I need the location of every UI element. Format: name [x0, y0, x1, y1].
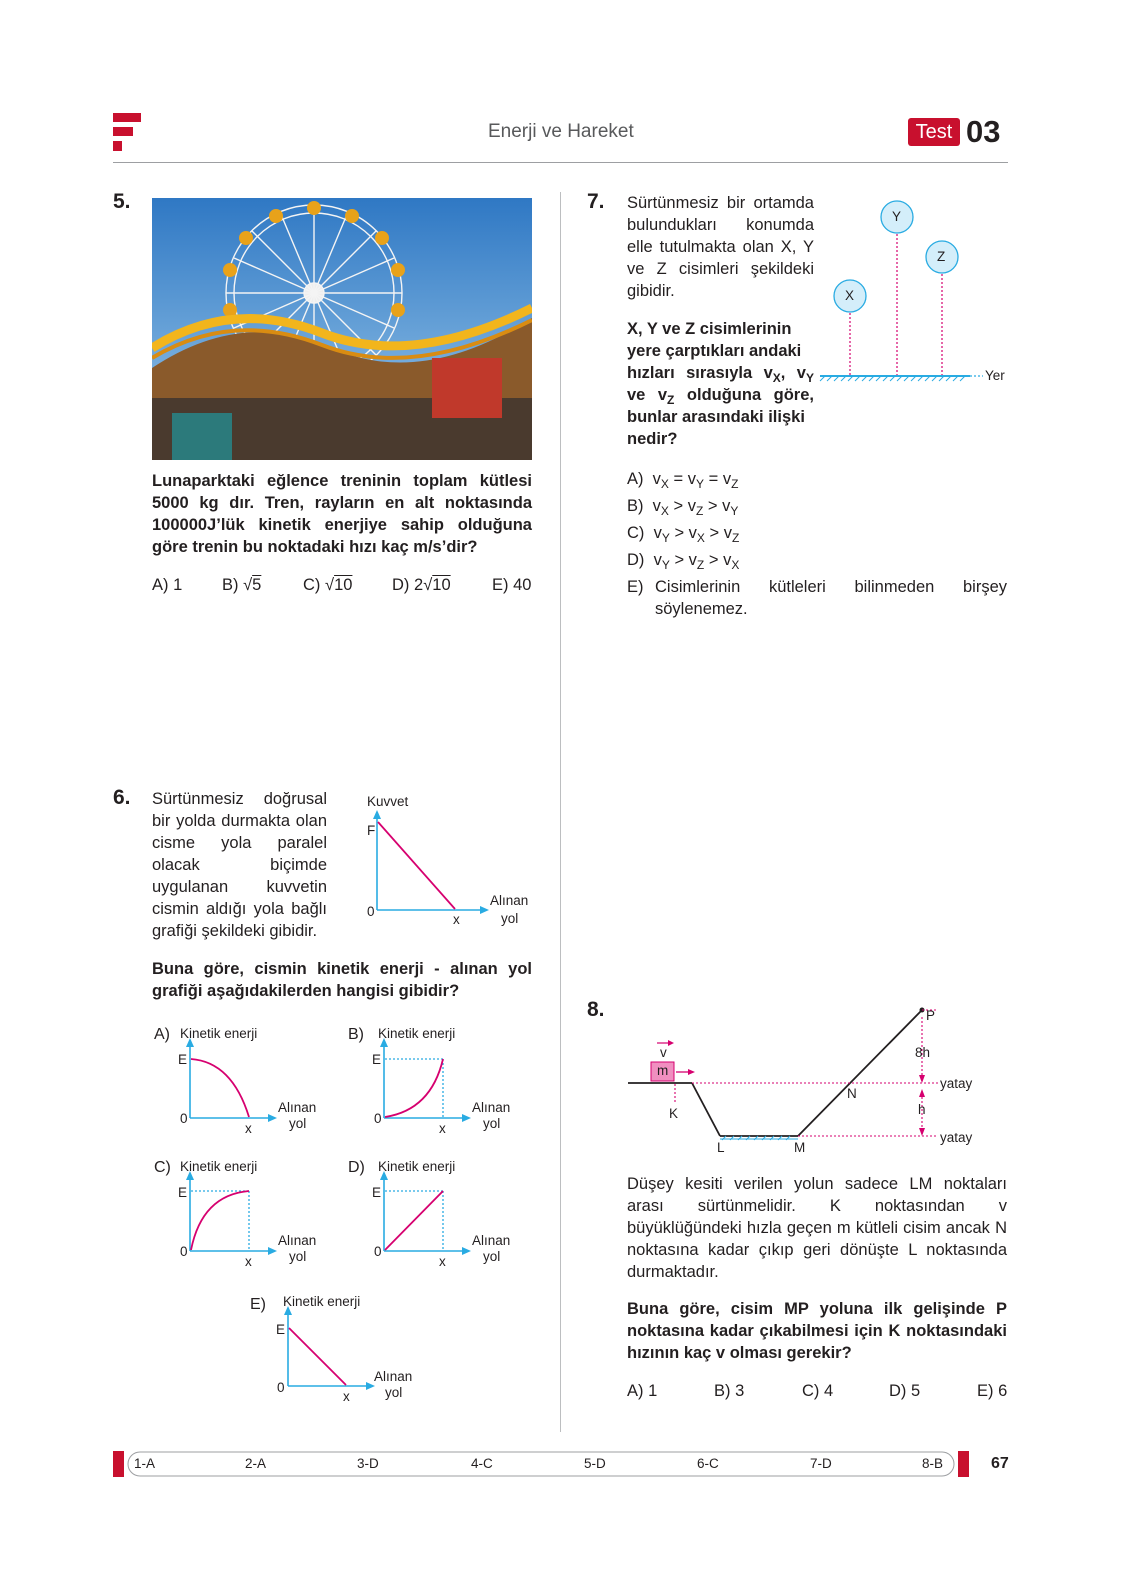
q6-option-a[interactable]: A) Kinetik enerji E 0 x Alınan yol: [152, 1022, 322, 1137]
graph-x-axis-label-1: Alınan: [490, 893, 529, 908]
answer-key-item: 4-C: [471, 1456, 493, 1471]
object-x-label: X: [845, 288, 855, 303]
object-z-label: Z: [937, 249, 946, 264]
q7-figure: [815, 195, 1015, 390]
q6-text: Sürtünmesiz doğrusal bir yolda durmakta olan cisme yola paralel olacak biçimde uygulanan kuvvetin cismin aldığı yola bağlı grafiği şekildeki gibidir.: [152, 790, 327, 940]
graph-f-label: F: [367, 823, 376, 838]
header-divider: [113, 162, 1008, 163]
q5-text: Lunaparktaki eğlence treninin toplam kütlesi 5000 kg dır. Tren, rayların en alt noktasında 100000J’lük kinetik enerjiye sahip olduğuna göre trenin bu noktadaki hızı kaç m/s’dir?: [152, 472, 532, 556]
question-number: 6.: [113, 786, 131, 809]
option-c[interactable]: C) $v_Y > v_X > v_Z$: [627, 524, 740, 545]
object-y-label: Y: [892, 209, 902, 224]
question-number: 5.: [113, 190, 131, 213]
option-c[interactable]: C) 4: [802, 1382, 834, 1400]
graph-y-axis-label: Kuvvet: [367, 794, 409, 809]
column-divider: [560, 192, 561, 1432]
q6-option-c[interactable]: C) Kinetik enerji E 0 x Alınan yol: [152, 1155, 322, 1270]
option-b[interactable]: B) 3: [714, 1382, 745, 1400]
graph-origin-label: 0: [367, 904, 375, 919]
q7-options: [627, 468, 1007, 620]
option-b[interactable]: B) √5: [222, 576, 262, 594]
q8-figure: P 8h yatay N h yatay K L M m v: [620, 1005, 1010, 1160]
question-number: 7.: [587, 190, 605, 213]
q6-force-graph: [352, 790, 537, 930]
answer-key-item: 2-A: [245, 1456, 267, 1471]
option-a[interactable]: A) $v_X = v_Y = v_Z$: [627, 470, 739, 491]
q8-options: [627, 1382, 1009, 1404]
ground-label: Yer: [985, 368, 1005, 383]
q8-question: Buna göre, cisim MP yoluna ilk gelişinde P noktasına kadar çıkabilmesi için K noktasındaki hızının kaç v olması gerekir?: [627, 1300, 1007, 1362]
answer-key-item: 7-D: [810, 1456, 832, 1471]
option-d[interactable]: D) 5: [889, 1382, 921, 1400]
q5-options: [152, 576, 532, 598]
q7-question: X, Y ve Z cisimlerinin yere çarptıkları andaki hızları sırasıyla $v_X$, $v_Y$ ve $v_Z$ olduğuna göre, bunlar arasındaki ilişki nedir?: [627, 320, 814, 448]
graph-x-axis-label-2: yol: [501, 911, 519, 926]
option-a[interactable]: A) 1: [152, 576, 183, 594]
chapter-title: Enerji ve Hareket: [488, 121, 634, 142]
option-e[interactable]: E) 40: [492, 576, 532, 594]
option-b[interactable]: B) $v_X > v_Z > v_Y$: [627, 497, 739, 518]
graph-x-label: x: [453, 912, 460, 927]
answer-key-item: 8-B: [922, 1456, 944, 1471]
page-number: 67: [991, 1455, 1009, 1472]
q6-question: Buna göre, cismin kinetik enerji - alınan yol grafiği aşağıdakilerden hangisi gibidir?: [152, 960, 532, 1000]
test-number: 03: [966, 114, 1001, 149]
option-a[interactable]: A) 1: [627, 1382, 658, 1400]
force-graph-svg: [352, 790, 537, 930]
option-c[interactable]: C) √10: [303, 576, 353, 594]
publisher-logo: [113, 113, 141, 153]
option-e[interactable]: E) 6: [977, 1382, 1008, 1400]
option-d[interactable]: D) $v_Y > v_Z > v_X$: [627, 551, 740, 572]
option-d[interactable]: D) 2√10: [392, 576, 451, 594]
ferris-wheel-photo: [152, 198, 532, 460]
q6-option-b[interactable]: B) Kinetik enerji E 0 x Alınan yol: [346, 1022, 516, 1137]
answer-key-item: 3-D: [357, 1456, 379, 1471]
answer-key-item: 1-A: [134, 1456, 156, 1471]
q6-option-d[interactable]: D) Kinetik enerji E 0 x Alınan yol: [346, 1155, 516, 1270]
test-badge: Test: [908, 118, 960, 146]
q6-option-e[interactable]: E) Kinetik enerji E 0 x Alınan yol: [250, 1290, 420, 1405]
answer-key-item: 5-D: [584, 1456, 606, 1471]
q8-text: Düşey kesiti verilen yolun sadece LM noktaları arası sürtünmelidir. K noktasından v büyüklüğündeki hızla geçen m kütleli cisim ancak N noktasına kadar çıkıp geri dönüşte L noktasında durmaktadır.: [627, 1175, 1007, 1281]
question-number: 8.: [587, 998, 605, 1021]
answer-key-bar: [113, 1451, 969, 1477]
answer-key-item: 6-C: [697, 1456, 719, 1471]
option-e[interactable]: E) Cisimlerinin kütleleri bilinmeden birşey söylenemez.: [627, 578, 1007, 618]
q7-text: Sürtünmesiz bir ortamda bulundukları konumda elle tutulmakta olan X, Y ve Z cisimleri şekildeki gibidir.: [627, 194, 814, 300]
